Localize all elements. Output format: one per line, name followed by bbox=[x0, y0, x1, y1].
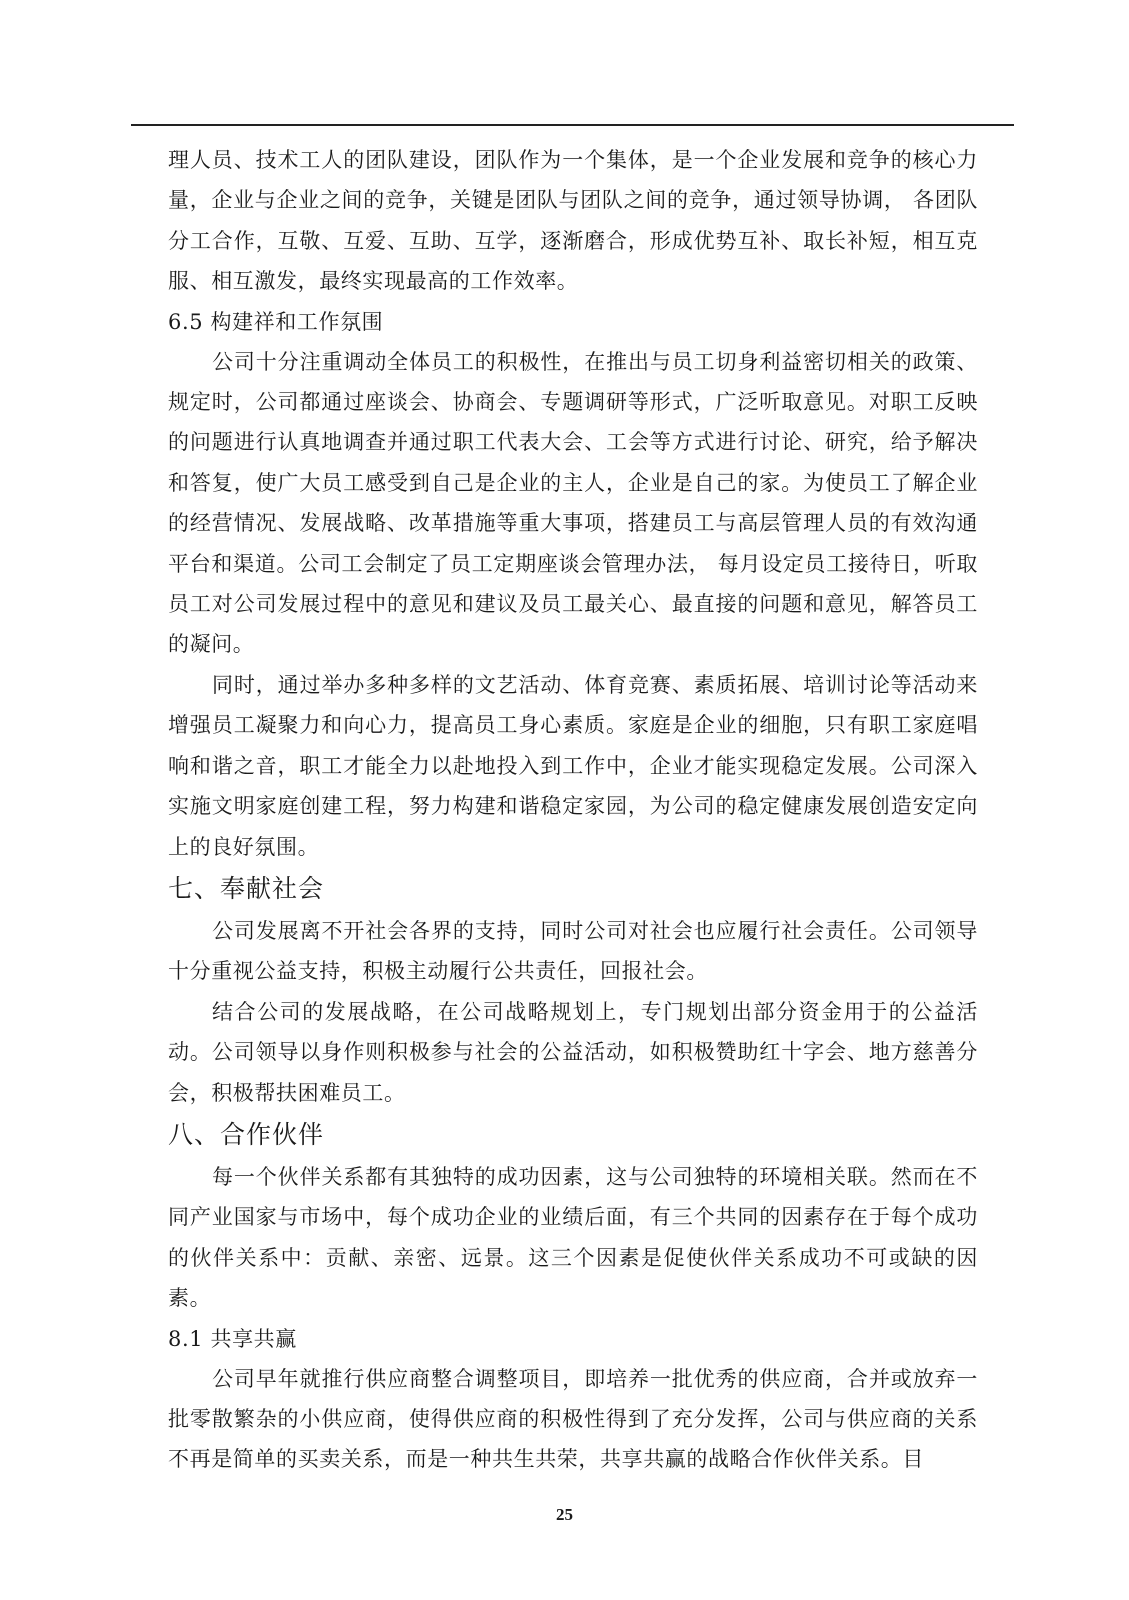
page-number: 25 bbox=[556, 1505, 573, 1524]
paragraph-activities: 同时，通过举办多种多样的文艺活动、体育竞赛、素质拓展、培训讨论等活动来增强员工凝聚力和向心力，提高员工身心素质。家庭是企业的细胞，只有职工家庭唱响和谐之音，职工才能全力以赴地投入到工作中，企业才能实现稳定发展。公司深入实施文明家庭创建工程，努力构建和谐稳定家园，为公司的稳定健康发展创造安定向上的良好氛围。 bbox=[168, 672, 978, 859]
section-heading-6-5: 6.5 构建祥和工作氛围 bbox=[168, 309, 384, 334]
section-heading-8-1: 8.1 共享共赢 bbox=[168, 1326, 297, 1351]
paragraph-partnership: 每一个伙伴关系都有其独特的成功因素，这与公司独特的环境相关联。然而在不同产业国家与市场中，每个成功企业的业绩后面，有三个共同的因素存在于每个成功的伙伴关系中：贡献、亲密、远景。这三个因素是促使伙伴关系成功不可或缺的因素。 bbox=[168, 1164, 978, 1311]
chapter-heading-7: 七、奉献社会 bbox=[168, 873, 325, 903]
paragraph-employee-engagement: 公司十分注重调动全体员工的积极性，在推出与员工切身利益密切相关的政策、规定时，公司都通过座谈会、协商会、专题调研等形式，广泛听取意见。对职工反映的问题进行认真地调查并通过职工代表大会、工会等方式进行讨论、研究，给予解决和答复，使广大员工感受到自己是企业的主人，企业是自己的家。为使员工了解企业的经营情况、发展战略、改革措施等重大事项，搭建员工与高层管理人员的有效沟通平台和渠道。公司工会制定了员工定期座谈会管理办法， 每月设定员工接待日，听取员工对公司发展过程中的意见和建议及员工最关心、最直接的问题和意见，解答员工的凝问。 bbox=[168, 349, 978, 657]
paragraph-team-building: 理人员、技术工人的团队建设，团队作为一个集体，是一个企业发展和竞争的核心力量，企业与企业之间的竞争，关键是团队与团队之间的竞争，通过领导协调， 各团队分工合作，互敬、互爱、互助、互学，逐渐磨合，形成优势互补、取长补短，相互克服、相互激发，最终实现最高的工作效率。 bbox=[168, 148, 978, 294]
header-rule bbox=[131, 124, 1014, 126]
chapter-heading-8: 八、合作伙伴 bbox=[168, 1119, 325, 1149]
paragraph-supplier-integration: 公司早年就推行供应商整合调整项目，即培养一批优秀的供应商，合并或放弃一批零散繁杂的小供应商，使得供应商的积极性得到了充分发挥，公司与供应商的关系不再是简单的买卖关系，而是一种共生共荣，共享共赢的战略合作伙伴关系。目 bbox=[168, 1366, 978, 1472]
page-body bbox=[168, 140, 978, 1480]
paragraph-public-welfare: 结合公司的发展战略，在公司战略规划上，专门规划出部分资金用于的公益活动。公司领导以身作则积极参与社会的公益活动，如积极赞助红十字会、地方慈善分会，积极帮扶困难员工。 bbox=[168, 999, 978, 1105]
paragraph-social-responsibility: 公司发展离不开社会各界的支持，同时公司对社会也应履行社会责任。公司领导十分重视公益支持，积极主动履行公共责任，回报社会。 bbox=[168, 918, 978, 984]
